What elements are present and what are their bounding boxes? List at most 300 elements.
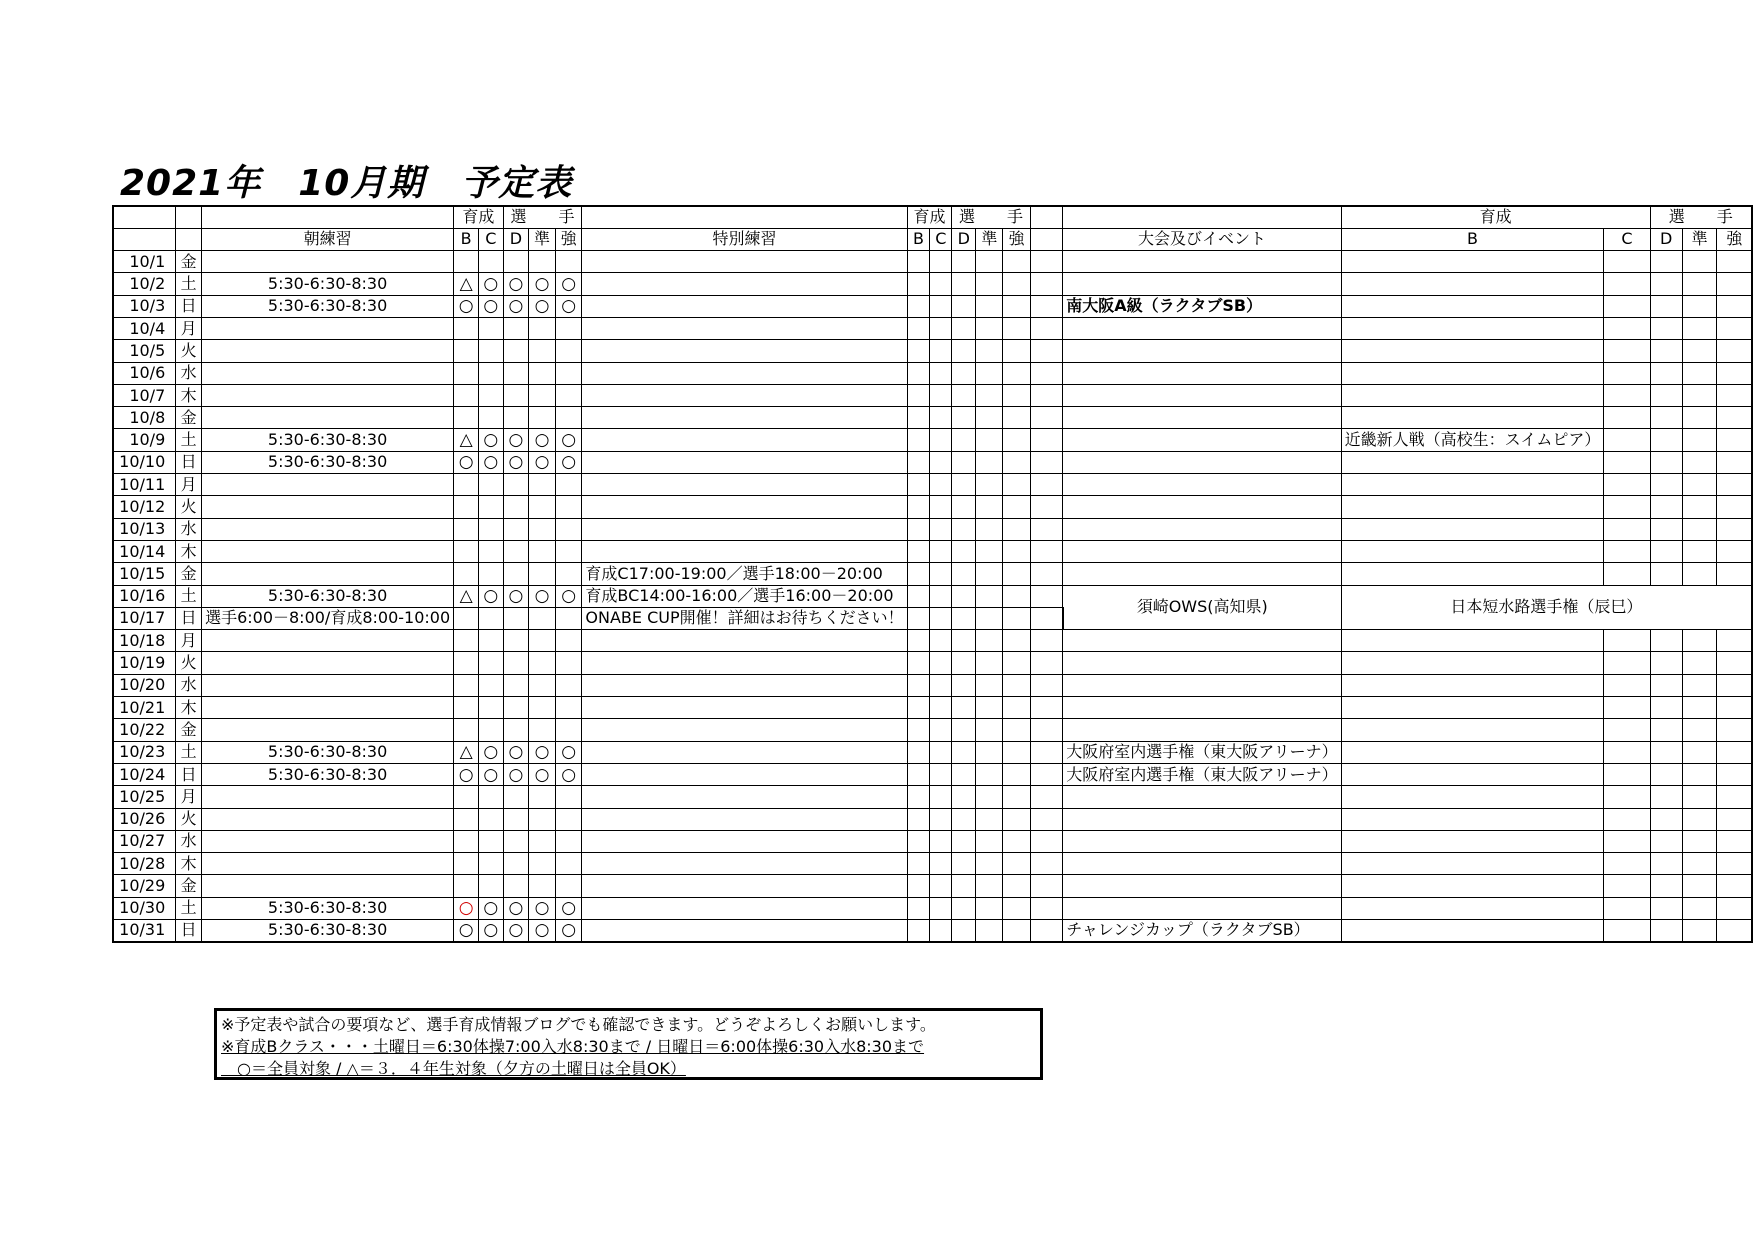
event-group-cell	[1682, 340, 1717, 362]
event-group-cell	[1604, 295, 1650, 317]
attendance-mark: ○	[555, 429, 582, 451]
event-group-cell	[1717, 340, 1752, 362]
attendance-mark	[454, 808, 479, 830]
special-group-cell	[976, 407, 1003, 429]
special-group-cell	[930, 251, 952, 273]
event-cell	[1063, 451, 1341, 473]
special-group-cell	[907, 763, 930, 785]
spacer-cell	[1030, 362, 1063, 384]
table-row	[113, 496, 1752, 518]
special-group-cell	[976, 853, 1003, 875]
attendance-mark	[454, 563, 479, 585]
special-practice-cell	[582, 652, 907, 674]
event-group-cell	[1717, 429, 1752, 451]
special-practice-cell	[582, 407, 907, 429]
special-group-cell	[952, 674, 976, 696]
date-cell: 10/30	[113, 897, 176, 919]
attendance-mark: △	[454, 429, 479, 451]
event-group-cell	[1682, 808, 1717, 830]
header-morning-practice: 朝練習	[202, 228, 454, 250]
event-b-cell	[1341, 697, 1604, 719]
event-group-cell	[1604, 853, 1650, 875]
weekday-cell: 水	[176, 830, 202, 852]
event-group-cell	[1717, 741, 1752, 763]
spacer-cell	[1030, 474, 1063, 496]
weekday-cell: 金	[176, 407, 202, 429]
attendance-mark	[503, 652, 529, 674]
event-group-cell	[1682, 741, 1717, 763]
event-cell-merged: 須崎OWS(高知県)	[1063, 585, 1341, 630]
event-group-cell	[1682, 920, 1717, 942]
special-group-cell	[1003, 340, 1030, 362]
attendance-mark	[529, 697, 556, 719]
attendance-mark	[529, 652, 556, 674]
event-group-cell	[1650, 340, 1682, 362]
event-group-cell	[1650, 920, 1682, 942]
event-group-cell	[1604, 429, 1650, 451]
attendance-mark	[503, 518, 529, 540]
event-b-cell	[1341, 719, 1604, 741]
note-line-2: ※育成Bクラス・・・土曜日＝6:30体操7:00入水8:30まで / 日曜日＝6:00体操6:30入水8:30まで	[221, 1037, 925, 1056]
special-group-cell	[1003, 585, 1030, 607]
attendance-mark	[529, 384, 556, 406]
morning-practice-cell: 5:30-6:30-8:30	[202, 920, 454, 942]
special-group-cell	[1003, 830, 1030, 852]
event-group-cell	[1650, 630, 1682, 652]
event-group-cell	[1650, 830, 1682, 852]
spacer-cell	[1030, 920, 1063, 942]
attendance-mark	[503, 674, 529, 696]
event-group-cell	[1717, 496, 1752, 518]
event-b-cell	[1341, 808, 1604, 830]
special-practice-cell: ONABE CUP開催！詳細はお待ちください！	[582, 607, 907, 629]
special-group-cell	[930, 808, 952, 830]
attendance-mark	[454, 830, 479, 852]
special-group-cell	[1003, 563, 1030, 585]
special-group-cell	[952, 407, 976, 429]
attendance-mark	[503, 362, 529, 384]
event-group-cell	[1717, 920, 1752, 942]
special-group-cell	[1003, 741, 1030, 763]
weekday-cell: 木	[176, 540, 202, 562]
special-group-cell	[952, 920, 976, 942]
attendance-mark	[555, 875, 582, 897]
special-group-cell	[952, 741, 976, 763]
morning-practice-cell: 5:30-6:30-8:30	[202, 897, 454, 919]
table-row	[113, 563, 1752, 585]
table-row	[113, 920, 1752, 942]
attendance-mark	[479, 630, 503, 652]
event-group-cell	[1682, 674, 1717, 696]
attendance-mark	[454, 786, 479, 808]
special-group-cell	[976, 251, 1003, 273]
event-group-cell	[1604, 340, 1650, 362]
weekday-cell: 日	[176, 920, 202, 942]
attendance-mark	[529, 875, 556, 897]
event-group-cell	[1604, 630, 1650, 652]
special-practice-cell	[582, 474, 907, 496]
special-group-cell	[1003, 920, 1030, 942]
morning-practice-cell	[202, 340, 454, 362]
table-row	[113, 384, 1752, 406]
event-group-cell	[1604, 719, 1650, 741]
attendance-mark	[479, 853, 503, 875]
special-group-cell	[976, 920, 1003, 942]
attendance-mark: ○	[454, 897, 479, 919]
event-cell	[1063, 808, 1341, 830]
date-cell: 10/20	[113, 674, 176, 696]
event-group-cell	[1650, 384, 1682, 406]
special-group-cell	[930, 920, 952, 942]
header-d-3: D	[1650, 228, 1682, 250]
weekday-cell: 木	[176, 384, 202, 406]
date-cell: 10/31	[113, 920, 176, 942]
event-group-cell	[1604, 830, 1650, 852]
attendance-mark	[529, 407, 556, 429]
weekday-cell: 木	[176, 697, 202, 719]
attendance-mark: ○	[555, 451, 582, 473]
event-group-cell	[1650, 563, 1682, 585]
note-line-1: ※予定表や試合の要項など、選手育成情報ブログでも確認できます。どうぞよろしくお願いします。	[221, 1015, 936, 1034]
event-cell	[1063, 719, 1341, 741]
special-group-cell	[1003, 317, 1030, 339]
special-group-cell	[1003, 674, 1030, 696]
event-group-cell	[1717, 384, 1752, 406]
event-group-cell	[1650, 273, 1682, 295]
event-b-cell	[1341, 407, 1604, 429]
special-group-cell	[930, 897, 952, 919]
attendance-mark	[555, 518, 582, 540]
event-cell	[1063, 630, 1341, 652]
event-b-cell	[1341, 340, 1604, 362]
attendance-mark: ○	[503, 429, 529, 451]
special-group-cell	[907, 518, 930, 540]
special-group-cell	[907, 384, 930, 406]
special-group-cell	[952, 429, 976, 451]
event-group-cell	[1650, 674, 1682, 696]
spacer-cell	[1030, 763, 1063, 785]
event-group-cell	[1650, 474, 1682, 496]
header-special-practice: 特別練習	[582, 228, 907, 250]
attendance-mark: ○	[479, 273, 503, 295]
event-group-cell	[1650, 295, 1682, 317]
special-practice-cell	[582, 786, 907, 808]
event-cell	[1063, 540, 1341, 562]
event-group-cell	[1717, 317, 1752, 339]
attendance-mark: ○	[503, 585, 529, 607]
special-group-cell	[976, 630, 1003, 652]
event-group-cell	[1717, 407, 1752, 429]
date-cell: 10/27	[113, 830, 176, 852]
special-group-cell	[976, 875, 1003, 897]
special-practice-cell	[582, 741, 907, 763]
event-group-cell	[1604, 384, 1650, 406]
attendance-mark: △	[454, 273, 479, 295]
event-group-cell	[1604, 808, 1650, 830]
weekday-cell: 木	[176, 853, 202, 875]
attendance-mark	[503, 875, 529, 897]
attendance-mark	[454, 518, 479, 540]
attendance-mark	[503, 251, 529, 273]
spacer-cell	[1030, 317, 1063, 339]
attendance-mark	[529, 786, 556, 808]
attendance-mark	[479, 830, 503, 852]
date-cell: 10/13	[113, 518, 176, 540]
weekday-cell: 火	[176, 652, 202, 674]
morning-practice-cell: 5:30-6:30-8:30	[202, 273, 454, 295]
attendance-mark	[555, 719, 582, 741]
attendance-mark	[503, 697, 529, 719]
spacer-cell	[1030, 451, 1063, 473]
special-practice-cell	[582, 317, 907, 339]
event-cell	[1063, 407, 1341, 429]
event-group-cell	[1650, 540, 1682, 562]
table-row	[113, 362, 1752, 384]
event-b-cell	[1341, 384, 1604, 406]
attendance-mark: △	[454, 585, 479, 607]
spacer-cell	[1030, 340, 1063, 362]
special-group-cell	[952, 362, 976, 384]
special-group-cell	[952, 295, 976, 317]
date-cell: 10/1	[113, 251, 176, 273]
date-cell: 10/22	[113, 719, 176, 741]
attendance-mark	[555, 407, 582, 429]
attendance-mark: ○	[454, 763, 479, 785]
table-row	[113, 630, 1752, 652]
event-b-cell	[1341, 830, 1604, 852]
date-cell: 10/9	[113, 429, 176, 451]
special-group-cell	[930, 496, 952, 518]
special-group-cell	[1003, 786, 1030, 808]
date-cell: 10/21	[113, 697, 176, 719]
morning-practice-cell	[202, 719, 454, 741]
special-group-cell	[952, 563, 976, 585]
attendance-mark: ○	[503, 920, 529, 942]
attendance-mark	[555, 317, 582, 339]
event-cell	[1063, 697, 1341, 719]
attendance-mark	[529, 518, 556, 540]
event-group-cell	[1682, 317, 1717, 339]
event-group-cell	[1604, 674, 1650, 696]
special-practice-cell	[582, 897, 907, 919]
event-cell	[1063, 317, 1341, 339]
weekday-cell: 火	[176, 808, 202, 830]
event-group-cell	[1604, 741, 1650, 763]
attendance-mark	[479, 540, 503, 562]
event-b-cell	[1341, 451, 1604, 473]
header-senshu: 選 手	[503, 206, 582, 228]
attendance-mark	[555, 607, 582, 629]
weekday-cell: 金	[176, 875, 202, 897]
attendance-mark	[454, 474, 479, 496]
special-group-cell	[930, 474, 952, 496]
morning-practice-cell: 5:30-6:30-8:30	[202, 763, 454, 785]
attendance-mark	[479, 875, 503, 897]
attendance-mark: ○	[454, 920, 479, 942]
special-practice-cell	[582, 630, 907, 652]
event-cell	[1063, 340, 1341, 362]
weekday-cell: 金	[176, 563, 202, 585]
event-group-cell	[1604, 540, 1650, 562]
spacer-cell	[1030, 563, 1063, 585]
special-group-cell	[1003, 630, 1030, 652]
spacer-cell	[1030, 808, 1063, 830]
weekday-cell: 日	[176, 295, 202, 317]
spacer-cell	[1030, 897, 1063, 919]
date-cell: 10/26	[113, 808, 176, 830]
attendance-mark: ○	[555, 920, 582, 942]
attendance-mark: ○	[454, 295, 479, 317]
header-ikusei-2: 育成	[907, 206, 952, 228]
event-b-cell	[1341, 763, 1604, 785]
spacer-cell	[1030, 786, 1063, 808]
special-group-cell	[952, 697, 976, 719]
special-group-cell	[907, 540, 930, 562]
attendance-mark: ○	[555, 585, 582, 607]
special-group-cell	[952, 719, 976, 741]
attendance-mark	[479, 719, 503, 741]
special-group-cell	[930, 674, 952, 696]
spacer-cell	[1030, 674, 1063, 696]
special-group-cell	[907, 429, 930, 451]
attendance-mark	[454, 875, 479, 897]
attendance-mark	[479, 563, 503, 585]
special-practice-cell	[582, 384, 907, 406]
event-b-cell	[1341, 674, 1604, 696]
spacer-cell	[1030, 407, 1063, 429]
special-group-cell	[907, 451, 930, 473]
date-cell: 10/8	[113, 407, 176, 429]
special-group-cell	[976, 719, 1003, 741]
spacer-cell	[1030, 830, 1063, 852]
special-group-cell	[907, 897, 930, 919]
attendance-mark: ○	[555, 741, 582, 763]
attendance-mark	[503, 853, 529, 875]
special-practice-cell	[582, 853, 907, 875]
special-practice-cell: 育成BC14:00-16:00／選手16:00－20:00	[582, 585, 907, 607]
header-senshu-2: 選 手	[952, 206, 1030, 228]
attendance-mark	[454, 384, 479, 406]
table-row	[113, 763, 1752, 785]
attendance-mark: ○	[503, 763, 529, 785]
special-group-cell	[976, 897, 1003, 919]
special-group-cell	[1003, 496, 1030, 518]
event-group-cell	[1682, 786, 1717, 808]
event-group-cell	[1604, 563, 1650, 585]
special-group-cell	[1003, 540, 1030, 562]
special-group-cell	[952, 763, 976, 785]
special-group-cell	[1003, 719, 1030, 741]
special-group-cell	[952, 273, 976, 295]
morning-practice-cell	[202, 563, 454, 585]
special-group-cell	[907, 920, 930, 942]
morning-practice-cell	[202, 652, 454, 674]
date-cell: 10/29	[113, 875, 176, 897]
event-b-cell	[1341, 518, 1604, 540]
attendance-mark	[555, 674, 582, 696]
special-practice-cell	[582, 719, 907, 741]
attendance-mark	[529, 808, 556, 830]
special-group-cell	[930, 429, 952, 451]
special-practice-cell: 育成C17:00-19:00／選手18:00－20:00	[582, 563, 907, 585]
table-row	[113, 853, 1752, 875]
special-group-cell	[1003, 518, 1030, 540]
attendance-mark	[454, 317, 479, 339]
special-practice-cell	[582, 830, 907, 852]
special-group-cell	[907, 875, 930, 897]
event-group-cell	[1650, 496, 1682, 518]
special-practice-cell	[582, 920, 907, 942]
event-b-cell	[1341, 897, 1604, 919]
date-cell: 10/17	[113, 607, 176, 629]
event-cell	[1063, 362, 1341, 384]
special-group-cell	[930, 652, 952, 674]
attendance-mark	[555, 853, 582, 875]
special-group-cell	[930, 451, 952, 473]
event-group-cell	[1650, 741, 1682, 763]
special-group-cell	[976, 384, 1003, 406]
morning-practice-cell	[202, 362, 454, 384]
special-group-cell	[952, 853, 976, 875]
special-practice-cell	[582, 429, 907, 451]
event-group-cell	[1717, 251, 1752, 273]
event-cell	[1063, 786, 1341, 808]
special-group-cell	[907, 295, 930, 317]
special-group-cell	[1003, 607, 1030, 629]
attendance-mark: ○	[479, 920, 503, 942]
special-group-cell	[976, 786, 1003, 808]
special-group-cell	[930, 407, 952, 429]
spacer-cell	[1030, 251, 1063, 273]
event-cell	[1063, 563, 1341, 585]
special-group-cell	[976, 362, 1003, 384]
event-group-cell	[1682, 362, 1717, 384]
special-group-cell	[952, 451, 976, 473]
event-group-cell	[1682, 875, 1717, 897]
attendance-mark	[503, 496, 529, 518]
morning-practice-cell	[202, 808, 454, 830]
morning-practice-cell	[202, 853, 454, 875]
attendance-mark: ○	[479, 897, 503, 919]
morning-practice-cell: 5:30-6:30-8:30	[202, 429, 454, 451]
special-practice-cell	[582, 273, 907, 295]
special-group-cell	[952, 585, 976, 607]
special-group-cell	[1003, 763, 1030, 785]
attendance-mark	[503, 630, 529, 652]
attendance-mark	[454, 251, 479, 273]
attendance-mark	[555, 652, 582, 674]
event-group-cell	[1650, 362, 1682, 384]
table-row	[113, 585, 1752, 607]
table-row	[113, 273, 1752, 295]
special-group-cell	[907, 496, 930, 518]
table-row	[113, 719, 1752, 741]
spacer-cell	[1030, 719, 1063, 741]
special-group-cell	[1003, 875, 1030, 897]
date-cell: 10/4	[113, 317, 176, 339]
header-kyo: 強	[555, 228, 582, 250]
attendance-mark: ○	[503, 741, 529, 763]
special-group-cell	[930, 273, 952, 295]
special-group-cell	[952, 607, 976, 629]
event-cell	[1063, 652, 1341, 674]
date-cell: 10/6	[113, 362, 176, 384]
table-row	[113, 474, 1752, 496]
attendance-mark: ○	[503, 451, 529, 473]
attendance-mark: ○	[529, 920, 556, 942]
spacer-cell	[1030, 496, 1063, 518]
morning-practice-cell	[202, 630, 454, 652]
